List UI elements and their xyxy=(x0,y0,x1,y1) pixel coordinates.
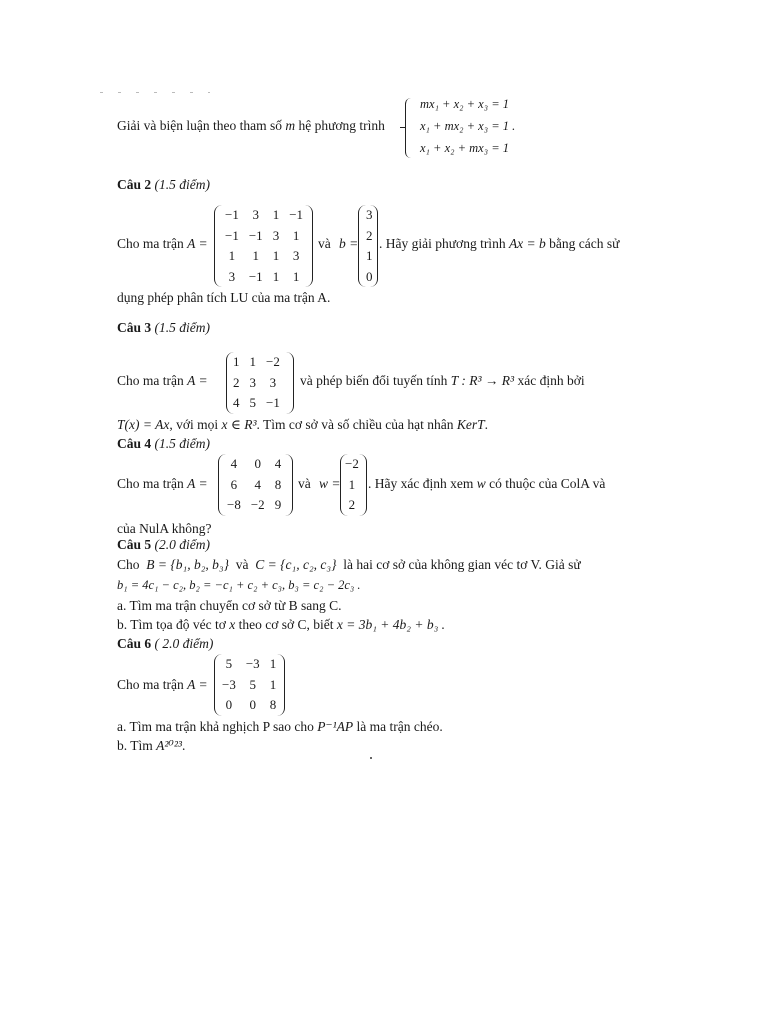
q6-part-a: a. Tìm ma trận khả nghịch P sao cho P⁻¹AP là ma trận chéo. xyxy=(117,719,443,734)
q4-matrix-right-paren xyxy=(285,454,293,516)
q2-intro: Cho ma trận A = xyxy=(117,236,208,251)
q5-part-b: b. Tìm tọa độ véc tơ x theo cơ sở C, biết x = 3b₁ + 4b₂ + b₃ . xyxy=(117,617,446,632)
q1-system-brace xyxy=(405,98,414,158)
q5-relations: b₁ = 4c₁ − c₂, b₂ = −c₁ + c₂ + c₃, b₃ = c₂ − 2c₃ . xyxy=(117,578,361,592)
q3-matrix-A: 1 1 −2 2 3 3 4 5 −1 xyxy=(233,354,280,411)
q4-vec-label: w = xyxy=(319,476,341,491)
q6-matrix-A: 5 −3 1 −3 5 1 0 0 8 xyxy=(222,656,277,713)
q2-matrix-right-paren xyxy=(305,205,313,287)
q5-part-a: a. Tìm ma trận chuyển cơ sở từ B sang C. xyxy=(117,598,342,613)
q1-eq1: mx₁ + x₂ + x₃ = 1 xyxy=(420,97,510,111)
scan-mark xyxy=(100,92,210,93)
q2-heading: Câu 2 (1.5 điểm) xyxy=(117,177,210,192)
q3-line2: T(x) = Ax, với mọi x ∈ R³. Tìm cơ sở và số chiều của hạt nhân KerT. xyxy=(117,417,489,432)
q3-intro: Cho ma trận A = xyxy=(117,373,208,388)
q5-line1: Cho B = {b₁, b₂, b₃} và C = {c₁, c₂, c₃} là hai cơ sở của không gian véc tơ V. Giả sử xyxy=(117,557,581,572)
q2-and: và xyxy=(318,236,331,251)
q4-heading: Câu 4 (1.5 điểm) xyxy=(117,436,210,451)
q3-matrix-right-paren xyxy=(286,352,294,414)
q1-system-brace-tip xyxy=(400,127,406,128)
q3-heading: Câu 3 (1.5 điểm) xyxy=(117,320,210,335)
q6-part-b: b. Tìm A²⁰²³. xyxy=(117,738,186,753)
q2-vector-b: 3 2 1 0 xyxy=(366,207,373,284)
q2-vec-right-paren xyxy=(370,205,378,287)
q4-intro: Cho ma trận A = xyxy=(117,476,208,491)
q5-heading: Câu 5 (2.0 điểm) xyxy=(117,537,210,552)
q4-and: và xyxy=(298,476,311,491)
q6-heading: Câu 6 ( 2.0 điểm) xyxy=(117,636,214,651)
q4-vec-right-paren xyxy=(359,454,367,516)
q3-mid: và phép biến đổi tuyến tính T : R³ → R³ xác định bởi xyxy=(300,373,585,388)
q1-text: Giải và biện luận theo tham số m hệ phương trình xyxy=(117,118,385,133)
q2-line2: dụng phép phân tích LU của ma trận A. xyxy=(117,290,331,305)
q2-tail: . Hãy giải phương trình Ax = b bằng cách sử xyxy=(379,236,620,251)
q4-tail: . Hãy xác định xem w có thuộc của ColA và xyxy=(368,476,606,491)
q2-vec-label: b = xyxy=(339,236,359,251)
q1-eq3: x₁ + x₂ + mx₃ = 1 xyxy=(420,141,510,155)
q6-matrix-right-paren xyxy=(277,654,285,716)
q6-intro: Cho ma trận A = xyxy=(117,677,208,692)
q1-eq2: x₁ + mx₂ + x₃ = 1 . xyxy=(420,119,516,133)
q4-line2: của NulA không? xyxy=(117,521,212,536)
q2-matrix-A: −1 3 1 −1 −1 −1 3 1 1 1 1 3 3 −1 1 1 xyxy=(225,207,304,284)
q4-vector-w: −2 1 2 xyxy=(345,456,359,513)
stray-mark xyxy=(370,757,372,759)
q4-matrix-A: 4 0 4 6 4 8 −8 −2 9 xyxy=(227,456,282,513)
